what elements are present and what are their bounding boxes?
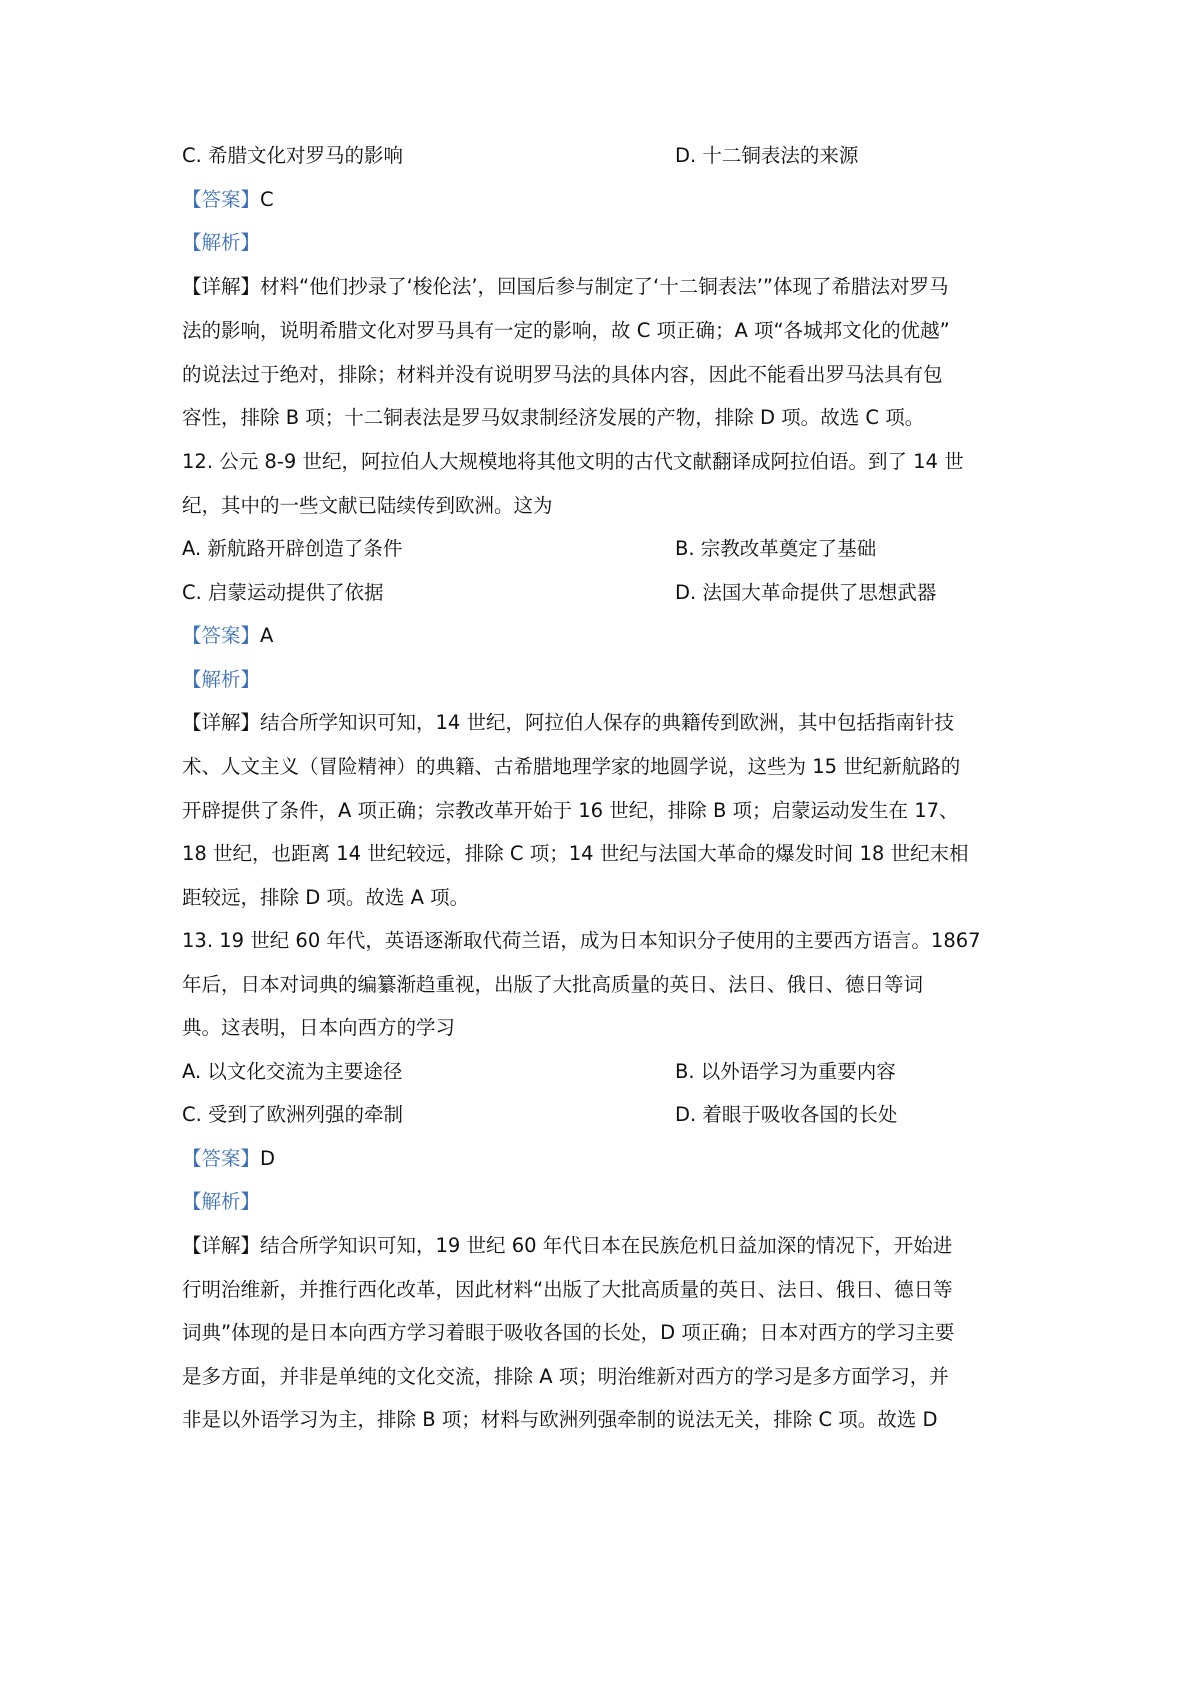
q11-detail-line-2: 法的影响，说明希腊文化对罗马具有一定的影响，故 C 项正确；A 项“各城邦文化的优越” [182,319,950,342]
q11-option-d: D. 十二铜表法的来源 [675,144,859,167]
q11-analysis-tag: 【解析】 [182,231,261,254]
q13-stem-line-2: 年后，日本对词典的编纂渐趋重视，出版了大批高质量的英日、法日、俄日、德日等词 [182,973,924,996]
detail-tag: 【详解】 [182,275,261,298]
q12-detail-line-4: 18 世纪，也距离 14 世纪较远，排除 C 项；14 世纪与法国大革命的爆发时间 18 世纪末相 [182,842,969,865]
q12-detail-line-2: 术、人文主义（冒险精神）的典籍、古希腊地理学家的地圆学说，这些为 15 世纪新航路的 [182,755,961,778]
q11-option-c: C. 希腊文化对罗马的影响 [182,144,404,167]
q12-answer-line [182,623,1022,649]
q13-analysis-tag: 【解析】 [182,1190,261,1213]
q12-stem-line-1: 12. 公元 8-9 世纪，阿拉伯人大规模地将其他文明的古代文献翻译成阿拉伯语。到了 14 世 [182,450,964,473]
q12-detail-line-5: 距较远，排除 D 项。故选 A 项。 [182,886,470,909]
q12-detail-line-3: 开辟提供了条件，A 项正确；宗教改革开始于 16 世纪，排除 B 项；启蒙运动发生在 17、 [182,799,959,822]
q11-detail-line-3: 的说法过于绝对，排除；材料并没有说明罗马法的具体内容，因此不能看出罗马法具有包 [182,363,943,386]
q13-stem-line-3: 典。这表明，日本向西方的学习 [182,1016,456,1039]
q12-detail-line-1: 【详解】结合所学知识可知，14 世纪，阿拉伯人保存的典籍传到欧洲，其中包括指南针技 [182,711,955,734]
q13-detail-line-4: 是多方面，并非是单纯的文化交流，排除 A 项；明治维新对西方的学习是多方面学习，并 [182,1365,949,1388]
q11-answer-line [182,187,1022,213]
q13-detail-line-5: 非是以外语学习为主，排除 B 项；材料与欧洲列强牵制的说法无关，排除 C 项。故选 D [182,1408,938,1431]
detail-tag: 【详解】 [182,1234,261,1257]
q13-detail-line-1: 【详解】结合所学知识可知，19 世纪 60 年代日本在民族危机日益加深的情况下，开始进 [182,1234,953,1257]
q11-detail-line-4: 容性，排除 B 项；十二铜表法是罗马奴隶制经济发展的产物，排除 D 项。故选 C 项。 [182,406,925,429]
q12-answer: A [260,624,274,647]
q13-stem-line-1: 13. 19 世纪 60 年代，英语逐渐取代荷兰语，成为日本知识分子使用的主要西方语言。1867 [182,929,981,952]
q13-option-b: B. 以外语学习为重要内容 [675,1060,896,1083]
answer-tag: 【答案】 [182,188,261,211]
q12-analysis-tag: 【解析】 [182,668,261,691]
q13-detail-line-2: 行明治维新，并推行西化改革，因此材料“出版了大批高质量的英日、法日、俄日、德日等 [182,1278,953,1301]
q11-detail-line-1: 【详解】材料“他们抄录了‘梭伦法’，回国后参与制定了‘十二铜表法’”体现了希腊法对罗马 [182,275,949,298]
q13-option-d: D. 着眼于吸收各国的长处 [675,1103,898,1126]
q13-answer: D [260,1147,276,1170]
q13-option-c: C. 受到了欧洲列强的牵制 [182,1103,404,1126]
q13-detail-line-3: 词典”体现的是日本向西方学习着眼于吸收各国的长处，D 项正确；日本对西方的学习主要 [182,1321,955,1344]
answer-tag: 【答案】 [182,624,261,647]
q12-option-b: B. 宗教改革奠定了基础 [675,537,877,560]
q12-stem-line-2: 纪，其中的一些文献已陆续传到欧洲。这为 [182,494,553,517]
detail-tag: 【详解】 [182,711,261,734]
q12-option-a: A. 新航路开辟创造了条件 [182,537,403,560]
q12-option-c: C. 启蒙运动提供了依据 [182,581,384,604]
q11-answer: C [260,188,274,211]
answer-tag: 【答案】 [182,1147,261,1170]
q13-option-a: A. 以文化交流为主要途径 [182,1060,403,1083]
q12-option-d: D. 法国大革命提供了思想武器 [675,581,937,604]
q13-answer-line [182,1146,1022,1172]
